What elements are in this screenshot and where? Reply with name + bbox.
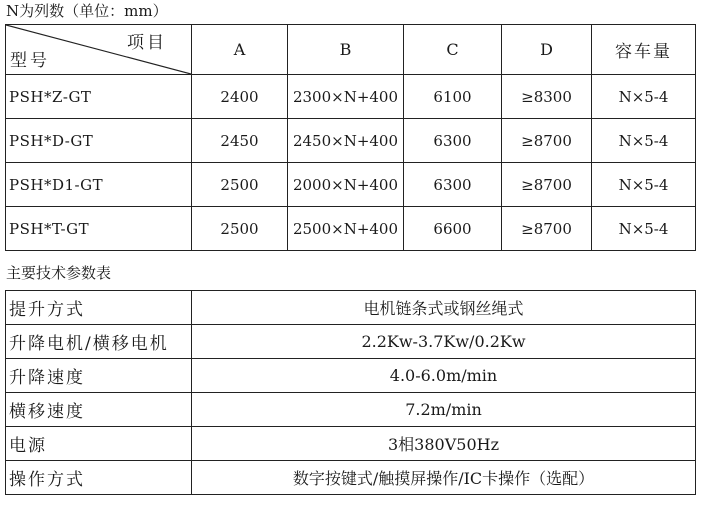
spec-key-cell: 电源	[6, 427, 192, 461]
dimension-table-header-row	[6, 25, 696, 75]
spec-table	[5, 290, 696, 495]
value-c-cell: 6100	[404, 75, 502, 119]
table-row	[6, 207, 696, 251]
value-c-cell: 6300	[404, 119, 502, 163]
capacity-cell: N×5-4	[592, 119, 696, 163]
capacity-cell: N×5-4	[592, 207, 696, 251]
header-model-label: 型号	[10, 51, 50, 71]
value-b-cell: 2500×N+400	[288, 207, 404, 251]
table-row	[6, 461, 696, 495]
value-a-cell: 2400	[192, 75, 288, 119]
value-c-cell: 6300	[404, 163, 502, 207]
capacity-cell: N×5-4	[592, 163, 696, 207]
spec-key-cell: 升降速度	[6, 359, 192, 393]
spec-value-cell: 3相380V50Hz	[192, 427, 696, 461]
spec-key-cell: 横移速度	[6, 393, 192, 427]
value-c-cell: 6600	[404, 207, 502, 251]
spec-value-cell: 电机链条式或钢丝绳式	[192, 291, 696, 325]
value-d-cell: ≥8300	[502, 75, 592, 119]
value-b-cell: 2000×N+400	[288, 163, 404, 207]
table-row	[6, 75, 696, 119]
spec-value-cell: 7.2m/min	[192, 393, 696, 427]
table-row	[6, 163, 696, 207]
value-b-cell: 2300×N+400	[288, 75, 404, 119]
column-header-b: B	[288, 25, 404, 75]
spec-key-cell: 升降电机/横移电机	[6, 325, 192, 359]
value-d-cell: ≥8700	[502, 207, 592, 251]
column-header-c: C	[404, 25, 502, 75]
model-cell: PSH*T-GT	[6, 207, 192, 251]
column-header-d: D	[502, 25, 592, 75]
table-row	[6, 359, 696, 393]
spec-table-caption: 主要技术参数表	[6, 264, 112, 282]
value-a-cell: 2500	[192, 163, 288, 207]
capacity-cell: N×5-4	[592, 75, 696, 119]
value-a-cell: 2450	[192, 119, 288, 163]
table-row	[6, 393, 696, 427]
column-header-capacity: 容车量	[592, 25, 696, 75]
value-d-cell: ≥8700	[502, 119, 592, 163]
table-row	[6, 291, 696, 325]
table-row	[6, 427, 696, 461]
value-b-cell: 2450×N+400	[288, 119, 404, 163]
table-row	[6, 325, 696, 359]
spec-value-cell: 2.2Kw-3.7Kw/0.2Kw	[192, 325, 696, 359]
model-cell: PSH*Z-GT	[6, 75, 192, 119]
value-a-cell: 2500	[192, 207, 288, 251]
model-cell: PSH*D-GT	[6, 119, 192, 163]
diagonal-header-cell	[6, 25, 192, 75]
column-header-a: A	[192, 25, 288, 75]
header-item-label: 项目	[127, 33, 167, 53]
spec-key-cell: 操作方式	[6, 461, 192, 495]
spec-value-cell: 数字按键式/触摸屏操作/IC卡操作（选配）	[192, 461, 696, 495]
dimension-table	[5, 24, 696, 251]
value-d-cell: ≥8700	[502, 163, 592, 207]
spec-key-cell: 提升方式	[6, 291, 192, 325]
dimension-table-caption: N为列数（单位：mm）	[6, 2, 168, 20]
model-cell: PSH*D1-GT	[6, 163, 192, 207]
table-row	[6, 119, 696, 163]
spec-value-cell: 4.0-6.0m/min	[192, 359, 696, 393]
